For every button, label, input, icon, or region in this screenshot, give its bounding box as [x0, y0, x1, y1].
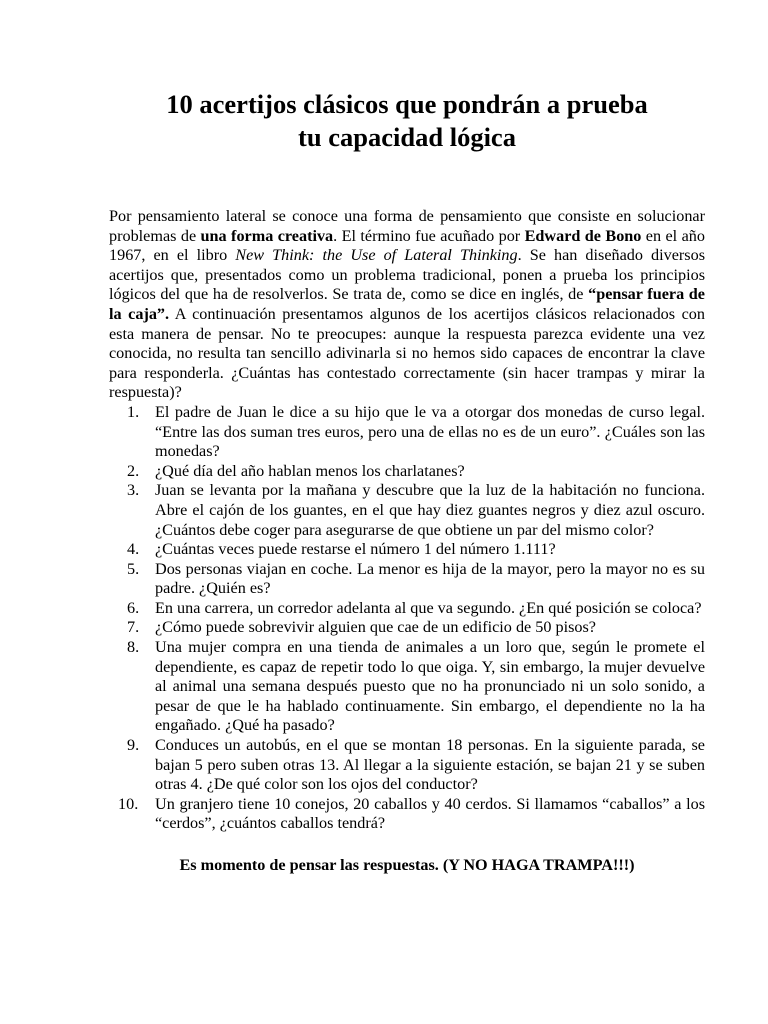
list-item-number: 10. — [118, 794, 139, 813]
list-item-number: 1. — [127, 402, 140, 421]
list-item-number: 2. — [127, 461, 140, 480]
list-item-text: ¿Cuántas veces puede restarse el número 1 del número 1.111? — [155, 540, 556, 559]
intro-text-3: en el año 1967, en el libro — [109, 226, 705, 265]
document-page — [109, 88, 705, 876]
list-item — [109, 599, 705, 619]
list-item-text: Conduces un autobús, en el que se montan 18 personas. En la siguiente parada, se bajan 5 pero suben otras 13. Al llegar a la siguiente estación, se bajan 21 y se suben otras 4. ¿De qué color son los ojos del conductor? — [155, 736, 705, 794]
intro-text-5: A continuación presentamos algunos de los acertijos clásicos relacionados con esta manera de pensar. No te preocupes: aunque la respuesta parezca evidente una vez conocida, no resulta tan sencillo adivinarla si no hemos sido capaces de encontrar la clave para responderla. ¿Cuántas has contestado correctamente (sin hacer trampas y mirar la respuesta)? — [109, 304, 705, 402]
list-item-text: ¿Cómo puede sobrevivir alguien que cae de un edificio de 50 pisos? — [155, 618, 596, 637]
list-item-text: Juan se levanta por la mañana y descubre que la luz de la habitación no funciona. Abre el cajón de los guantes, en el que hay diez guantes negros y diez azul oscuro. ¿Cuántos debe coger para asegurarse de que obtiene un par del mismo color? — [155, 481, 705, 539]
title-line-2: tu capacidad lógica — [298, 122, 516, 152]
list-item — [109, 462, 705, 482]
list-item-number: 8. — [127, 638, 140, 657]
intro-text-2: . El término fue acuñado por — [333, 226, 525, 245]
document-title — [109, 88, 705, 154]
intro-italic-book: New Think: the Use of Lateral Thinking — [235, 246, 518, 265]
list-item — [109, 736, 705, 795]
list-item-number: 7. — [127, 618, 140, 637]
list-item — [109, 638, 705, 736]
list-item — [109, 481, 705, 540]
riddle-list — [109, 403, 705, 834]
list-item-text: Un granjero tiene 10 conejos, 20 caballos y 40 cerdos. Si llamamos “caballos” a los “cerdos”, ¿cuántos caballos tendrá? — [155, 794, 705, 833]
intro-paragraph — [109, 207, 705, 403]
list-item-text: El padre de Juan le dice a su hijo que le va a otorgar dos monedas de curso legal. “Entre las dos suman tres euros, pero una de ellas no es de un euro”. ¿Cuáles son las monedas? — [155, 402, 705, 461]
list-item-text: En una carrera, un corredor adelanta al que va segundo. ¿En qué posición se coloca? — [155, 598, 702, 617]
list-item-text: Dos personas viajan en coche. La menor es hija de la mayor, pero la mayor no es su padre. ¿Quién es? — [155, 559, 705, 598]
intro-text-1: Por pensamiento lateral se conoce una forma de pensamiento que consiste en solucionar problemas de — [109, 207, 705, 245]
list-item-text: Una mujer compra en una tienda de animales a un loro que, según le promete el dependiente, es capaz de repetir todo lo que oiga. Y, sin embargo, la mujer devuelve al animal una semana después puesto que no ha pronunciado ni un solo sonido, a pesar de que le ha hablado continuamente. Sin embargo, el dependiente no la ha engañado. ¿Qué ha pasado? — [155, 638, 705, 735]
list-item-number: 3. — [127, 481, 140, 500]
list-item-number: 9. — [127, 736, 140, 755]
closing-statement: Es momento de pensar las respuestas. (Y NO HAGA TRAMPA!!!) — [179, 856, 635, 874]
list-item-number: 5. — [127, 559, 140, 578]
title-line-1: 10 acertijos clásicos que pondrán a prueba — [166, 89, 648, 119]
list-item-number: 4. — [127, 540, 140, 559]
list-item — [109, 560, 705, 599]
list-item — [109, 540, 705, 560]
list-item-text: ¿Qué día del año hablan menos los charlatanes? — [155, 461, 465, 480]
list-item — [109, 403, 705, 462]
list-item — [109, 795, 705, 834]
intro-bold-1: una forma creativa — [200, 226, 334, 245]
intro-bold-2: Edward de Bono — [524, 226, 642, 245]
list-item — [109, 618, 705, 638]
intro-bold-3: “pensar fuera de la caja”. — [109, 285, 705, 323]
intro-text-4: . Se han diseñado diversos acertijos que, presentados como un problema tradicional, ponen a prueba los principios lógicos del que ha de resolverlos. Se trata de, como se dice en inglés, de — [109, 246, 705, 304]
list-item-number: 6. — [127, 598, 140, 617]
